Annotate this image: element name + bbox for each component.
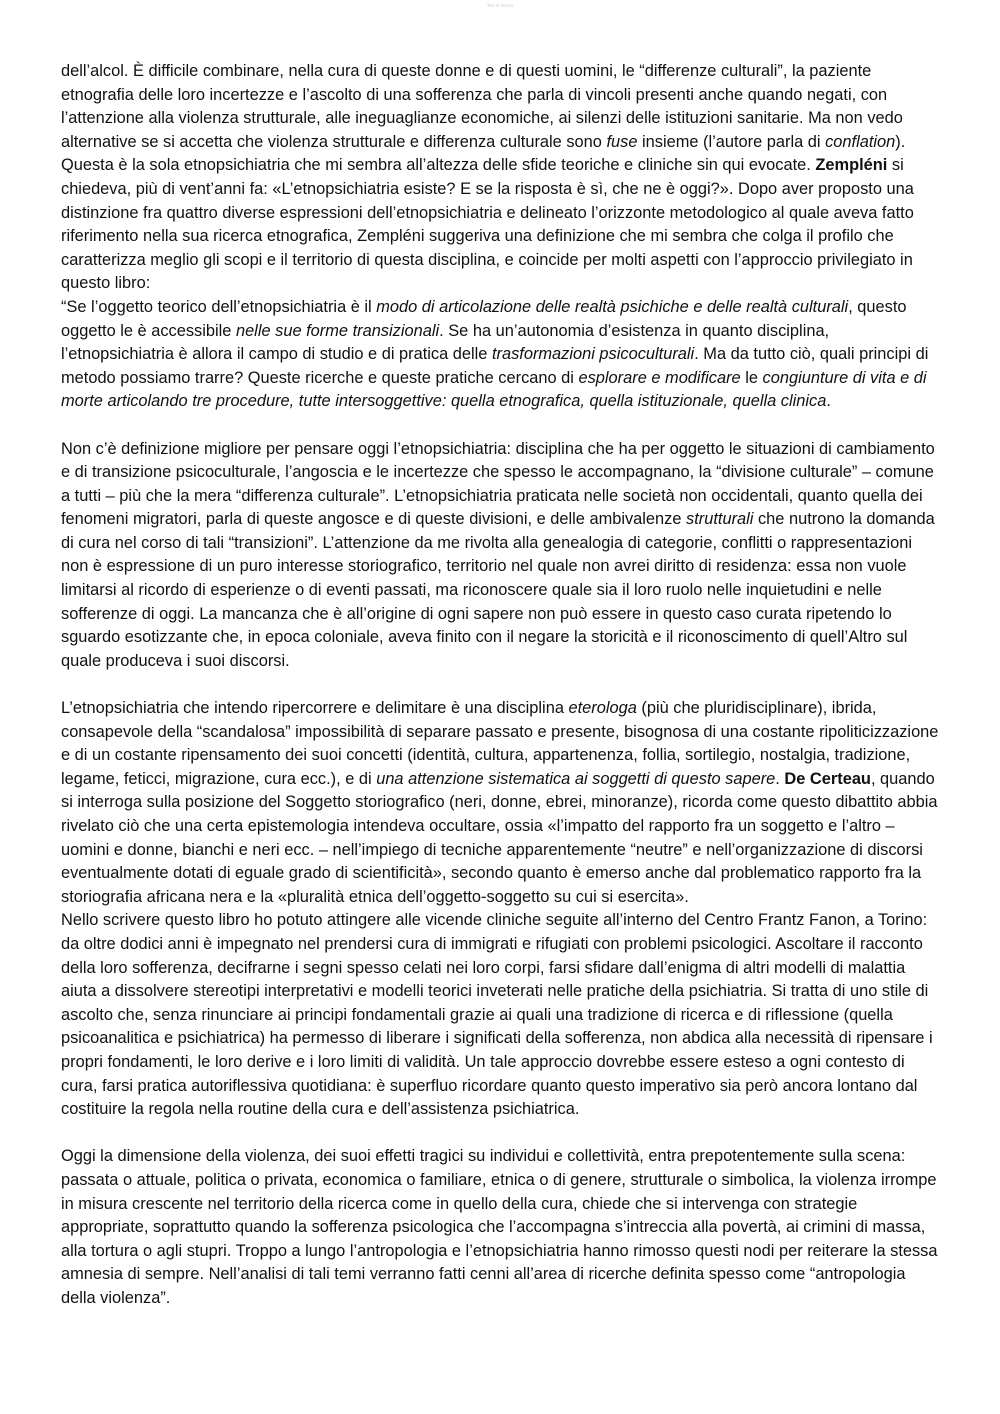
paragraph-1 [61, 60, 941, 296]
author-zempleni: Zempléni [815, 156, 888, 175]
paragraph-5: Oggi la dimensione della violenza, dei suoi effetti tragici su individui e collettività, entra prepotentemente sulla scena: passata o attuale, politica o privata, economica o familiare, etnica o di genere, strutturale o simbolica, la violenza irrompe in misura crescente nel territorio della ricerca come in quello della cura, chiede che si intervenga con strategie appropriate, soprattutto quando la sofferenza psicologica che l’accompagna s’intreccia alla povertà, ai crimini di massa, alla tortura o agli stupri. Troppo a lungo l’antropologia e l’etnopsichiatria hanno rimosso questi nodi per reiterare la stessa amnesia di sempre. Nell’analisi di tali temi verranno fatti cenni all’area di ricerche definita spesso come “antropologia della violenza”. [61, 1147, 938, 1307]
paragraph-4: Nello scrivere questo libro ho potuto attingere alle vicende cliniche seguite all’interno del Centro Frantz Fanon, a Torino: da oltre dodici anni è impegnato nel prendersi cura di immigrati e rifugiati con problemi psicologici. Ascoltare il racconto della loro sofferenza, decifrarne i segni spesso celati nei loro corpi, farsi sfidare dall’enigma di altri modelli di malattia aiuta a dissolvere stereotipi interpretativi e modelli teorici inveterati nelle pratiche della psichiatria. Si tratta di uno stile di ascolto che, senza rinunciare ai principi fondamentali grazie ai quali una tradizione di ricerca e di riflessione (quella psicoanalitica e psichiatrica) ha permesso di liberare i significati della sofferenza, non abdica alla necessità di ripensare i propri fondamenti, le loro derive e i loro limiti di validità. Un tale approccio dovrebbe essere esteso a ogni contesto di cura, farsi pratica autoriflessiva quotidiana: è superfluo ricordare quanto questo imperativo sia però ancora lontano dal costituire la regola nella routine della cura e dell’assistenza psichiatrica. [61, 911, 933, 1119]
term-attenzione-sistematica: una attenzione sistematica ai soggetti di questo sapere [376, 769, 776, 788]
paragraph-1-text-c: ). Questa è la sola etnopsichiatria che mi sembra all’altezza delle sfide teoriche e cliniche sin qui evocate. [61, 132, 906, 175]
paragraph-spacer [61, 1122, 941, 1146]
quote-italic-1: modo di articolazione delle realtà psichiche e delle realtà culturali [376, 297, 849, 316]
paragraph-3-text-b: (più che pluridisciplinare), ibrida, consapevole della “scandalosa” impossibilità di separare passato e presente, bisognosa di una costante ripoliticizzazione e di un costante ripensamento dei suoi concetti (identità, cultura, appartenenza, follia, sortilegio, nostalgia, tradizione, legame, feticci, migrazione, cura ecc.), e di [61, 699, 939, 788]
paragraph-spacer [61, 673, 941, 697]
term-conflation: conflation [825, 132, 896, 151]
term-fuse: fuse [606, 132, 638, 151]
quote-italic-2: nelle sue forme transizionali [235, 321, 440, 340]
quote-text-d: . Ma da tutto ciò, quali principi di metodo possiamo trarre? Queste ricerche e queste pratiche cercano di [61, 345, 929, 387]
paragraph-spacer [61, 414, 941, 438]
paragraph-1-text-a: dell’alcol. È difficile combinare, nella cura di queste donne e di questi uomini, le “differenze culturali”, la paziente etnografia delle loro incertezze e l’ascolto di una sofferenza che parla di vincoli presenti anche quando negati, con l’attenzione alla violenza strutturale, alle ineguaglianze economiche, ai silenzi delle istituzioni sanitarie. Ma non vedo alternative se si accetta che violenza strutturale e differenza culturale sono [61, 62, 903, 151]
paragraph-2-text-b: che nutrono la domanda di cura nel corso di tali “transizioni”. L’attenzione da me rivolta alla genealogia di categorie, conflitti o rappresentazioni non è espressione di un puro interesse storiografico, territorio nel quale non avrei diritto di residenza: essa non vuole limitarsi al ricordo di esperienze o di eventi passati, ma riconoscere quale sia il loro ruolo nelle inquietudini e nelle sofferenze di oggi. La mancanza che è all’origine di ogni sapere non può essere in questo caso curata ripetendo lo sguardo esotizzante che, in epoca coloniale, aveva finito con il negare la storicità e il riconoscimento di quell’Altro sul quale produceva i suoi discorsi. [61, 510, 935, 670]
paragraph-3-text-c: . [775, 769, 785, 788]
page-header-mark: Tesi di laurea [486, 3, 514, 8]
paragraph-1-text-d: si chiedeva, più di vent’anni fa: «L’etnopsichiatria esiste? E se la risposta è sì, che ne è oggi?». Dopo aver proposto una distinzione fra quattro diverse espressioni dell’etnopsichiatria e delineato l’orizzonte metodologico al quale aveva fatto riferimento nella sua ricerca etnografica, Zempléni suggeriva una definizione che mi sembra che colga il profilo che caratterizza meglio gli scopi e il territorio di questa disciplina, e coincide per molti aspetti con l’approccio privilegiato in questo libro: [61, 156, 914, 293]
paragraph-3 [61, 697, 941, 909]
paragraph-1-text-b: insieme (l’autore parla di [637, 132, 826, 151]
quote-zempleni [61, 296, 941, 414]
quote-italic-3: trasformazioni psicoculturali [491, 345, 695, 364]
term-strutturali: strutturali [686, 510, 754, 529]
quote-text-a: “Se l’oggetto teorico dell’etnopsichiatria è il [61, 297, 377, 316]
quote-italic-4: esplorare e modificare [578, 368, 741, 387]
paragraph-3-text-a: L’etnopsichiatria che intendo ripercorrere e delimitare è una disciplina [61, 699, 569, 718]
term-eterologa: eterologa [568, 699, 637, 718]
quote-text-e: le [740, 368, 763, 387]
document-page [61, 60, 941, 1310]
author-de-certeau: De Certeau [784, 769, 871, 788]
quote-text-c: . Se ha un’autonomia d’esistenza in quanto disciplina, l’etnopsichiatria è allora il campo di studio e di pratica delle [61, 321, 830, 364]
paragraph-2 [61, 438, 941, 674]
quote-italic-5: congiunture di vita e di morte articolando tre procedure, tutte intersoggettive: quella etnografica, quella istituzionale, quella clinica [61, 368, 927, 411]
paragraph-3-text-d: , quando si interroga sulla posizione del Soggetto storiografico (neri, donne, ebrei, minoranze), ricorda come questo dibattito abbia rivelato ciò che una certa epistemologia intendeva occultare, ossia «l’impatto del rapporto fra un soggetto e l’altro – uomini e donne, bianchi e neri ecc. – nell’impiego di tecniche apparentemente “neutre” e nell’organizzazione di discorsi eventualmente dotati di eguale grado di scientificità», secondo quanto è emerso anche dal problematico rapporto fra la storiografia africana nera e la «pluralità etnica dell’oggetto-soggetto su cui si esercita». [61, 769, 938, 906]
paragraph-2-text-a: Non c’è definizione migliore per pensare oggi l’etnopsichiatria: disciplina che ha per oggetto le situazioni di cambiamento e di transizione psicoculturale, l’angoscia e le incertezze che spesso le accompagnano, la “divisione culturale” – comune a tutti – più che la mera “differenza culturale”. L’etnopsichiatria praticata nelle società non occidentali, quanto quella dei fenomeni migratori, parla di queste angosce e di queste divisioni, e delle ambivalenze [61, 439, 935, 529]
quote-text-f: . [826, 392, 831, 411]
quote-text-b: , questo oggetto le è accessibile [61, 297, 907, 340]
